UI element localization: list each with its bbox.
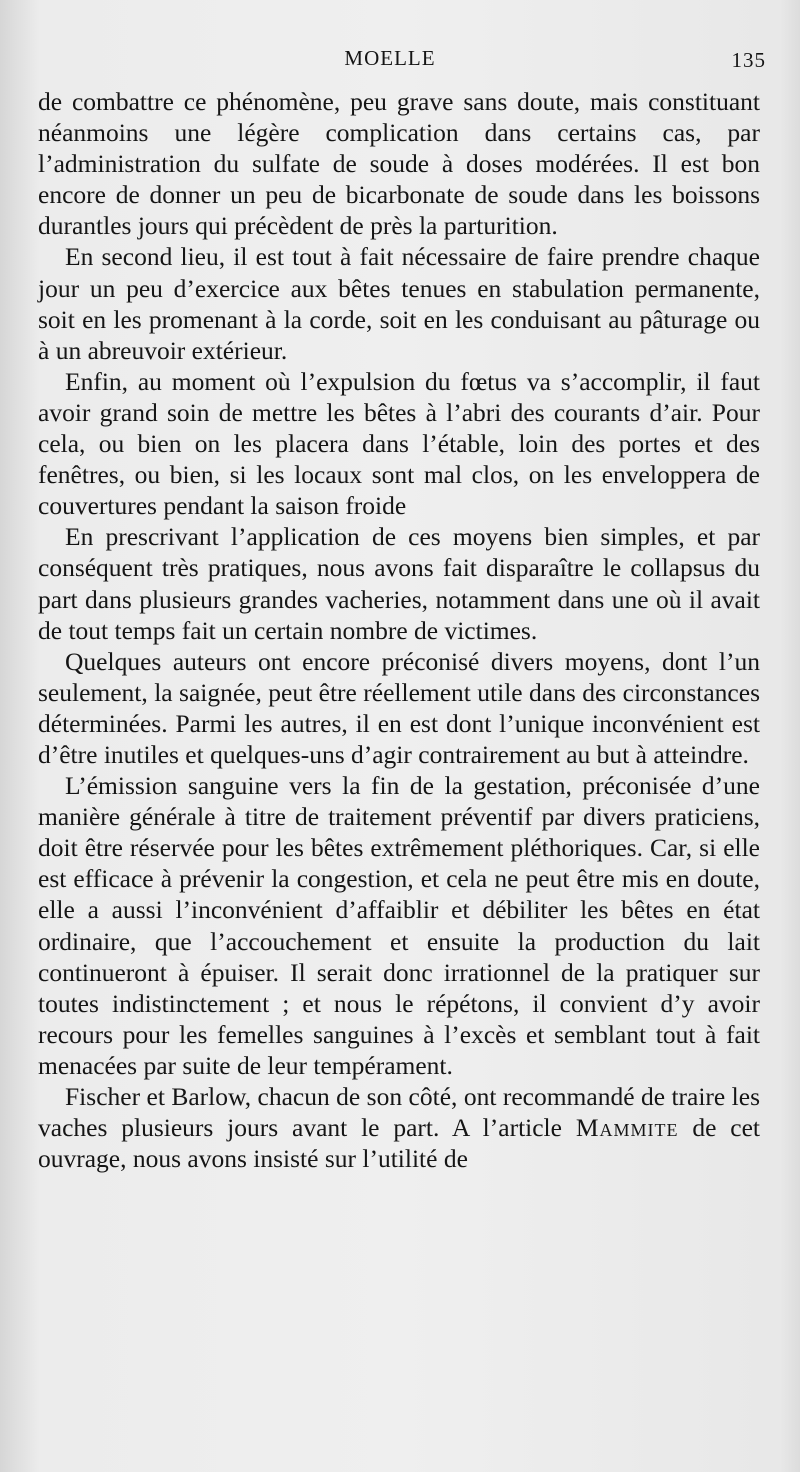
paragraph-text: Enfin, au moment où l’expulsion du fœtus va s’accomplir, il faut avoir grand soin de mettre les bêtes à l’abri des courants d’air. Pour cela, ou bien on les placera dans l’étable, loin des portes et des fenêtres, ou bien, si les locaux sont mal clos, on les enveloppera de couvertures pendant la saison froide — [38, 366, 760, 521]
paragraph-text: de combattre ce phénomène, peu grave sans doute, mais constituant néanmoins une légère complication dans certains cas, par l’administration du sulfate de soude à doses modérées. Il est bon encore de donner un peu de bicarbonate de soude dans les boissons durantles jours qui précèdent de près la parturition. — [38, 87, 760, 241]
paragraph-text: Quelques auteurs ont encore préconisé divers moyens, dont l’un seulement, la saignée, peut être réellement utile dans des circonstances déterminées. Parmi les autres, il en est dont l’unique inconvénient est d’être inutiles et quelques-uns d’agir contrairement au but à atteindre. — [38, 646, 760, 769]
page-number: 135 — [731, 48, 766, 72]
body-text — [38, 86, 760, 1174]
paragraph-text: En prescrivant l’application de ces moyens bien simples, et par conséquent très pratiques, nous avons fait disparaître le collapsus du part dans plusieurs grandes vacheries, notamment dans une où il avait de tout temps fait un certain nombre de victimes. — [38, 522, 760, 645]
paragraph — [38, 1081, 760, 1174]
paragraph — [38, 86, 760, 241]
article-reference: Mammite — [575, 1113, 679, 1143]
running-title: MOELLE — [344, 46, 436, 70]
paragraph — [38, 241, 760, 365]
paragraph-text: En second lieu, il est tout à fait nécessaire de faire prendre chaque jour un peu d’exercice aux bêtes tenues en stabulation permanente, soit en les promenant à la corde, soit en les conduisant au pâturage ou à un abreuvoir extérieur. — [38, 242, 760, 365]
paragraph — [38, 366, 760, 521]
paragraph-text: de cet ouvrage, nous avons insisté sur l’utilité de — [38, 1113, 760, 1174]
running-head — [0, 44, 800, 74]
paragraph — [38, 770, 760, 1081]
paragraph-text: Fischer et Barlow, chacun de son côté, ont recommandé de traire les vaches plusieurs jours avant le part. A l’article — [38, 1082, 760, 1143]
paragraph — [38, 646, 760, 770]
paragraph-text: L’émission sanguine vers la fin de la gestation, préconisée d’une manière générale à titre de traitement préventif par divers praticiens, doit être réservée pour les bêtes extrêmement pléthoriques. Car, si elle est efficace à prévenir la congestion, et cela ne peut être mis en doute, elle a aussi l’inconvénient d’affaiblir et débiliter les bêtes en état ordinaire, que l’accouchement et ensuite la production du lait continueront à épuiser. Il serait donc irrationnel de la pratiquer sur toutes indistinctement ; et nous le répétons, il convient d’y avoir recours pour les femelles sanguines à l’excès et semblant tout à fait menacées par suite de leur tempérament. — [38, 771, 760, 1080]
paragraph — [38, 521, 760, 645]
